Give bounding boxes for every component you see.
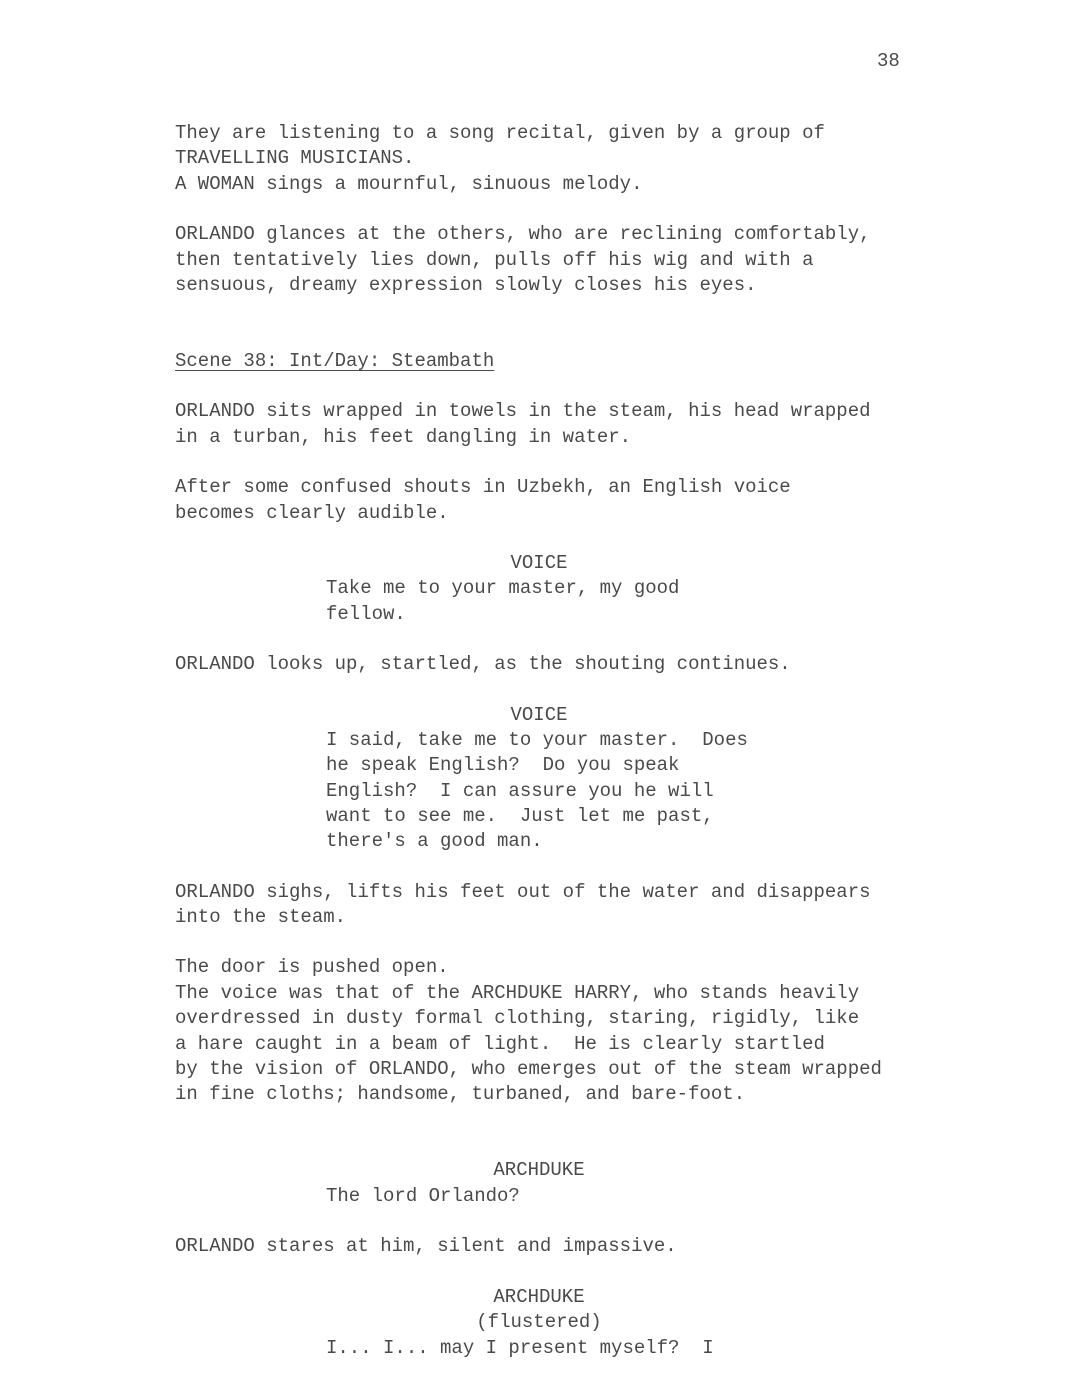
parenthetical: (flustered): [476, 1311, 602, 1333]
dialogue-line: Take me to your master, my good: [326, 577, 680, 599]
dialogue-line: he speak English? Do you speak: [326, 754, 680, 776]
action-line: They are listening to a song recital, given by a group of: [175, 122, 825, 144]
action-line: by the vision of ORLANDO, who emerges out of the steam wrapped: [175, 1058, 882, 1080]
page-number: 38: [877, 50, 900, 72]
action-line: into the steam.: [175, 906, 347, 928]
action-line: ORLANDO sits wrapped in towels in the steam, his head wrapped: [175, 400, 871, 422]
action-line: A WOMAN sings a mournful, sinuous melody.: [175, 173, 643, 195]
action-line: in a turban, his feet dangling in water.: [175, 426, 632, 448]
action-line: becomes clearly audible.: [175, 502, 449, 524]
action-line: After some confused shouts in Uzbekh, an English voice: [175, 476, 791, 498]
dialogue-line: English? I can assure you he will: [326, 780, 714, 802]
action-line: TRAVELLING MUSICIANS.: [175, 147, 415, 169]
action-line: sensuous, dreamy expression slowly closes his eyes.: [175, 274, 757, 296]
action-line: then tentatively lies down, pulls off his wig and with a: [175, 249, 814, 271]
action-line: ORLANDO stares at him, silent and impassive.: [175, 1235, 677, 1257]
dialogue-line: The lord Orlando?: [326, 1185, 520, 1207]
action-line: ORLANDO sighs, lifts his feet out of the water and disappears: [175, 881, 871, 903]
action-line: The door is pushed open.: [175, 956, 449, 978]
action-line: a hare caught in a beam of light. He is clearly startled: [175, 1033, 825, 1055]
scene-heading: Scene 38: Int/Day: Steambath: [175, 350, 495, 372]
character-name: VOICE: [510, 552, 568, 574]
action-line: overdressed in dusty formal clothing, staring, rigidly, like: [175, 1007, 860, 1029]
character-name: ARCHDUKE: [493, 1159, 585, 1181]
character-name: ARCHDUKE: [493, 1286, 585, 1308]
action-line: in fine cloths; handsome, turbaned, and bare-foot.: [175, 1083, 746, 1105]
action-line: ORLANDO looks up, startled, as the shouting continues.: [175, 653, 791, 675]
dialogue-line: I said, take me to your master. Does: [326, 729, 748, 751]
action-line: ORLANDO glances at the others, who are reclining comfortably,: [175, 223, 871, 245]
dialogue-line: there's a good man.: [326, 830, 543, 852]
action-line: The voice was that of the ARCHDUKE HARRY, who stands heavily: [175, 982, 860, 1004]
character-name: VOICE: [510, 704, 568, 726]
dialogue-line: fellow.: [326, 603, 406, 625]
dialogue-line: want to see me. Just let me past,: [326, 805, 714, 827]
dialogue-line: I... I... may I present myself? I: [326, 1337, 714, 1359]
